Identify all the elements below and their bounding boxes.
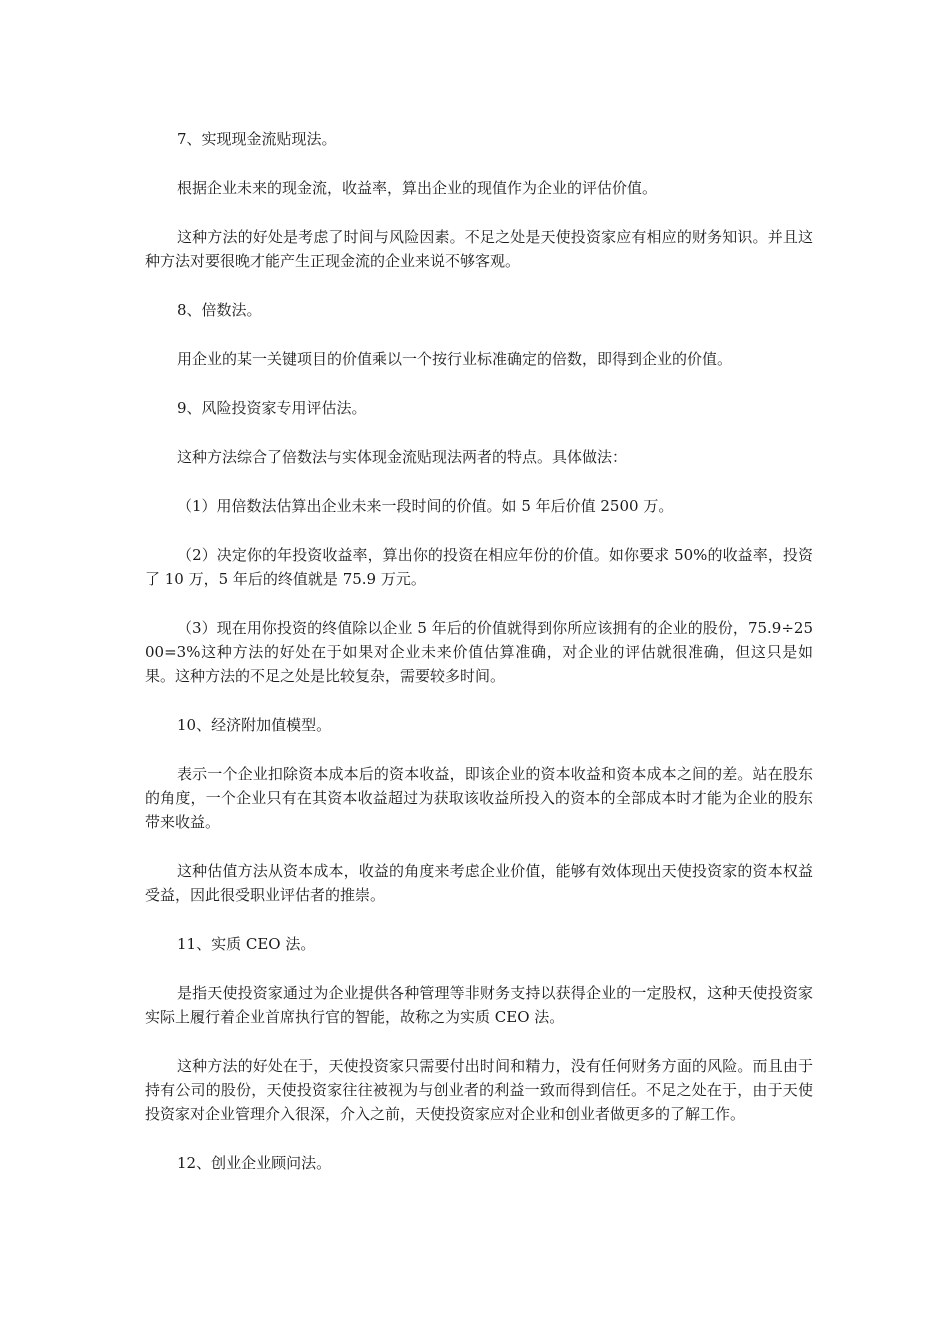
paragraph: 这种方法综合了倍数法与实体现金流贴现法两者的特点。具体做法：	[177, 448, 628, 466]
paragraph: 这种方法的好处在于，天使投资家只需要付出时间和精力，没有任何财务方面的风险。而且由于持有公司的股份，天使投资家往往被视为与创业者的利益一致而得到信任。不足之处在于，由于天使投资家对企业管理介入很深，介入之前，天使投资家应对企业和创业者做更多的了解工作。	[145, 1057, 813, 1123]
section-heading-7: 7、实现现金流贴现法。	[177, 130, 337, 148]
paragraph: 表示一个企业扣除资本成本后的资本收益，即该企业的资本收益和资本成本之间的差。站在股东的角度，一个企业只有在其资本收益超过为获取该收益所投入的资本的全部成本时才能为企业的股东带来收益。	[145, 765, 813, 831]
section-heading-10: 10、经济附加值模型。	[177, 716, 332, 734]
document-page	[145, 127, 813, 1200]
list-item-1: （1）用倍数法估算出企业未来一段时间的价值。如 5 年后价值 2500 万。	[177, 497, 674, 515]
section-heading-8: 8、倍数法。	[177, 301, 262, 319]
paragraph: 是指天使投资家通过为企业提供各种管理等非财务支持以获得企业的一定股权，这种天使投资家实际上履行着企业首席执行官的智能，故称之为实质 CEO 法。	[145, 984, 813, 1026]
section-heading-9: 9、风险投资家专用评估法。	[177, 399, 367, 417]
paragraph: 根据企业未来的现金流，收益率，算出企业的现值作为企业的评估价值。	[177, 179, 658, 197]
section-heading-12: 12、创业企业顾问法。	[177, 1154, 332, 1172]
paragraph: 这种方法的好处是考虑了时间与风险因素。不足之处是天使投资家应有相应的财务知识。并且这种方法对要很晚才能产生正现金流的企业来说不够客观。	[145, 228, 813, 270]
section-heading-11: 11、实质 CEO 法。	[177, 935, 316, 953]
paragraph: 这种估值方法从资本成本，收益的角度来考虑企业价值，能够有效体现出天使投资家的资本权益受益，因此很受职业评估者的推崇。	[145, 862, 813, 904]
list-item-2: （2）决定你的年投资收益率，算出你的投资在相应年份的价值。如你要求 50%的收益率，投资了 10 万，5 年后的终值就是 75.9 万元。	[145, 546, 813, 588]
list-item-3: （3）现在用你投资的终值除以企业 5 年后的价值就得到你所应该拥有的企业的股份，75.9÷2500=3%这种方法的好处在于如果对企业未来价值估算准确，对企业的评估就很准确，但这只是如果。这种方法的不足之处是比较复杂，需要较多时间。	[145, 619, 813, 685]
paragraph: 用企业的某一关键项目的价值乘以一个按行业标准确定的倍数，即得到企业的价值。	[177, 350, 733, 368]
